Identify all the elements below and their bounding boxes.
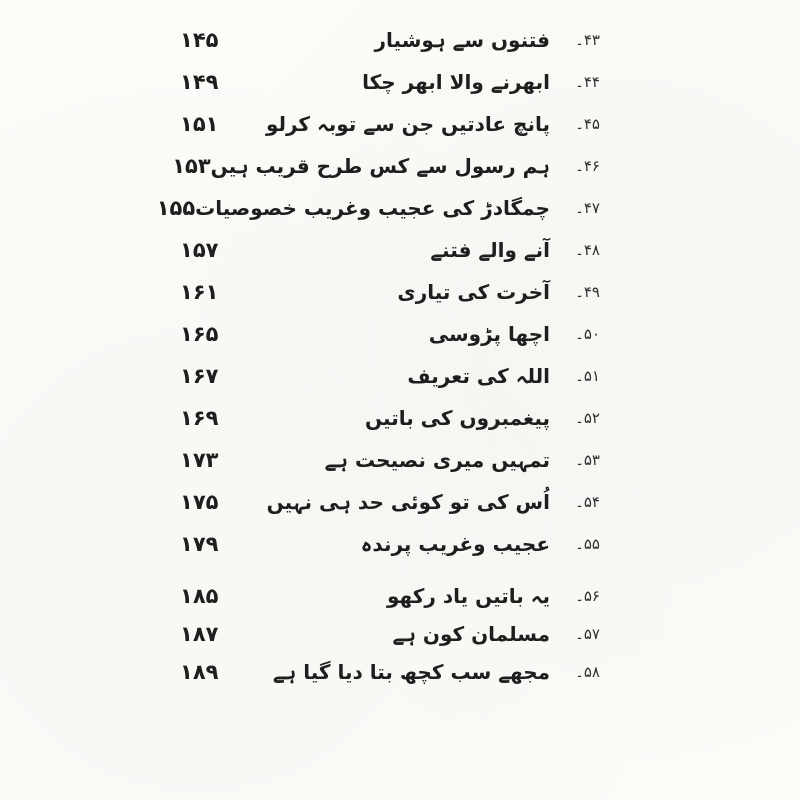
entry-page-number: ۱۶۵ (180, 321, 219, 346)
entry-number: ۴۵۔ (575, 115, 600, 133)
entry-title: اچھا پڑوسی (428, 322, 550, 346)
entry-title: مسلمان کون ہے (392, 622, 550, 646)
toc-row (180, 481, 600, 523)
entry-number: ۴۸۔ (575, 241, 600, 259)
entry-number: ۵۷۔ (575, 625, 600, 643)
entry-number: ۵۴۔ (575, 493, 600, 511)
entry-title: ابھرنے والا ابھر چکا (362, 70, 550, 94)
toc-row (180, 61, 600, 103)
entry-number: ۵۱۔ (575, 367, 600, 385)
toc-row (180, 19, 600, 61)
entry-number: ۵۳۔ (575, 451, 600, 469)
entry-title: آنے والے فتنے (430, 238, 550, 262)
toc-row (180, 439, 600, 481)
entry-page-number: ۱۴۵ (180, 27, 219, 52)
toc-row (180, 103, 600, 145)
entry-title: مجھے سب کچھ بتا دیا گیا ہے (272, 660, 550, 684)
entry-number: ۴۶۔ (575, 157, 600, 175)
entry-page-number: ۱۷۹ (180, 531, 219, 556)
entry-page-number: ۱۸۹ (180, 659, 219, 684)
toc-row (180, 577, 600, 615)
entry-title: یہ باتیں یاد رکھو (387, 584, 550, 608)
toc-row (180, 229, 600, 271)
entry-title: اُس کی تو کوئی حد ہی نہیں (266, 490, 550, 514)
entry-page-number: ۱۴۹ (180, 69, 219, 94)
entry-title: اللہ کی تعریف (407, 364, 550, 388)
toc-row (180, 653, 600, 691)
entry-title: پانچ عادتیں جن سے توبہ کرلو (265, 112, 550, 136)
entry-number: ۵۰۔ (575, 325, 600, 343)
entry-title: ہم رسول سے کس طرح قریب ہیں (210, 154, 550, 178)
entry-title: آخرت کی تیاری (397, 280, 550, 304)
entry-number: ۵۶۔ (575, 587, 600, 605)
entry-page-number: ۱۵۷ (180, 237, 219, 262)
entry-number: ۴۳۔ (575, 31, 600, 49)
entry-page-number: ۱۵۳ (172, 153, 211, 178)
entry-number: ۵۲۔ (575, 409, 600, 427)
table-of-contents (156, 19, 600, 691)
entry-page-number: ۱۸۵ (180, 583, 219, 608)
entry-title: فتنوں سے ہوشیار (374, 28, 550, 52)
toc-row (180, 313, 600, 355)
toc-row (180, 615, 600, 653)
toc-row (156, 187, 600, 229)
toc-row (180, 271, 600, 313)
entry-title: چمگادڑ کی عجیب وغریب خصوصیات (195, 196, 550, 220)
entry-page-number: ۱۵۱ (180, 111, 219, 136)
entry-title: عجیب وغریب پرندہ (360, 532, 550, 556)
entry-number: ۵۸۔ (575, 663, 600, 681)
entry-page-number: ۱۷۳ (180, 447, 219, 472)
entry-number: ۴۹۔ (575, 283, 600, 301)
entry-title: تمہیں میری نصیحت ہے (324, 448, 550, 472)
entry-page-number: ۱۷۵ (180, 489, 219, 514)
toc-row (180, 397, 600, 439)
entry-number: ۴۴۔ (575, 73, 600, 91)
entry-number: ۵۵۔ (575, 535, 600, 553)
entry-title: پیغمبروں کی باتیں (365, 406, 550, 430)
toc-row (180, 355, 600, 397)
entry-number: ۴۷۔ (575, 199, 600, 217)
entry-page-number: ۱۶۱ (180, 279, 219, 304)
entry-page-number: ۱۶۷ (180, 363, 219, 388)
toc-row (172, 145, 600, 187)
entry-page-number: ۱۶۹ (180, 405, 219, 430)
entry-page-number: ۱۵۵ (156, 195, 196, 220)
toc-row (180, 523, 600, 565)
entry-page-number: ۱۸۷ (180, 621, 219, 646)
